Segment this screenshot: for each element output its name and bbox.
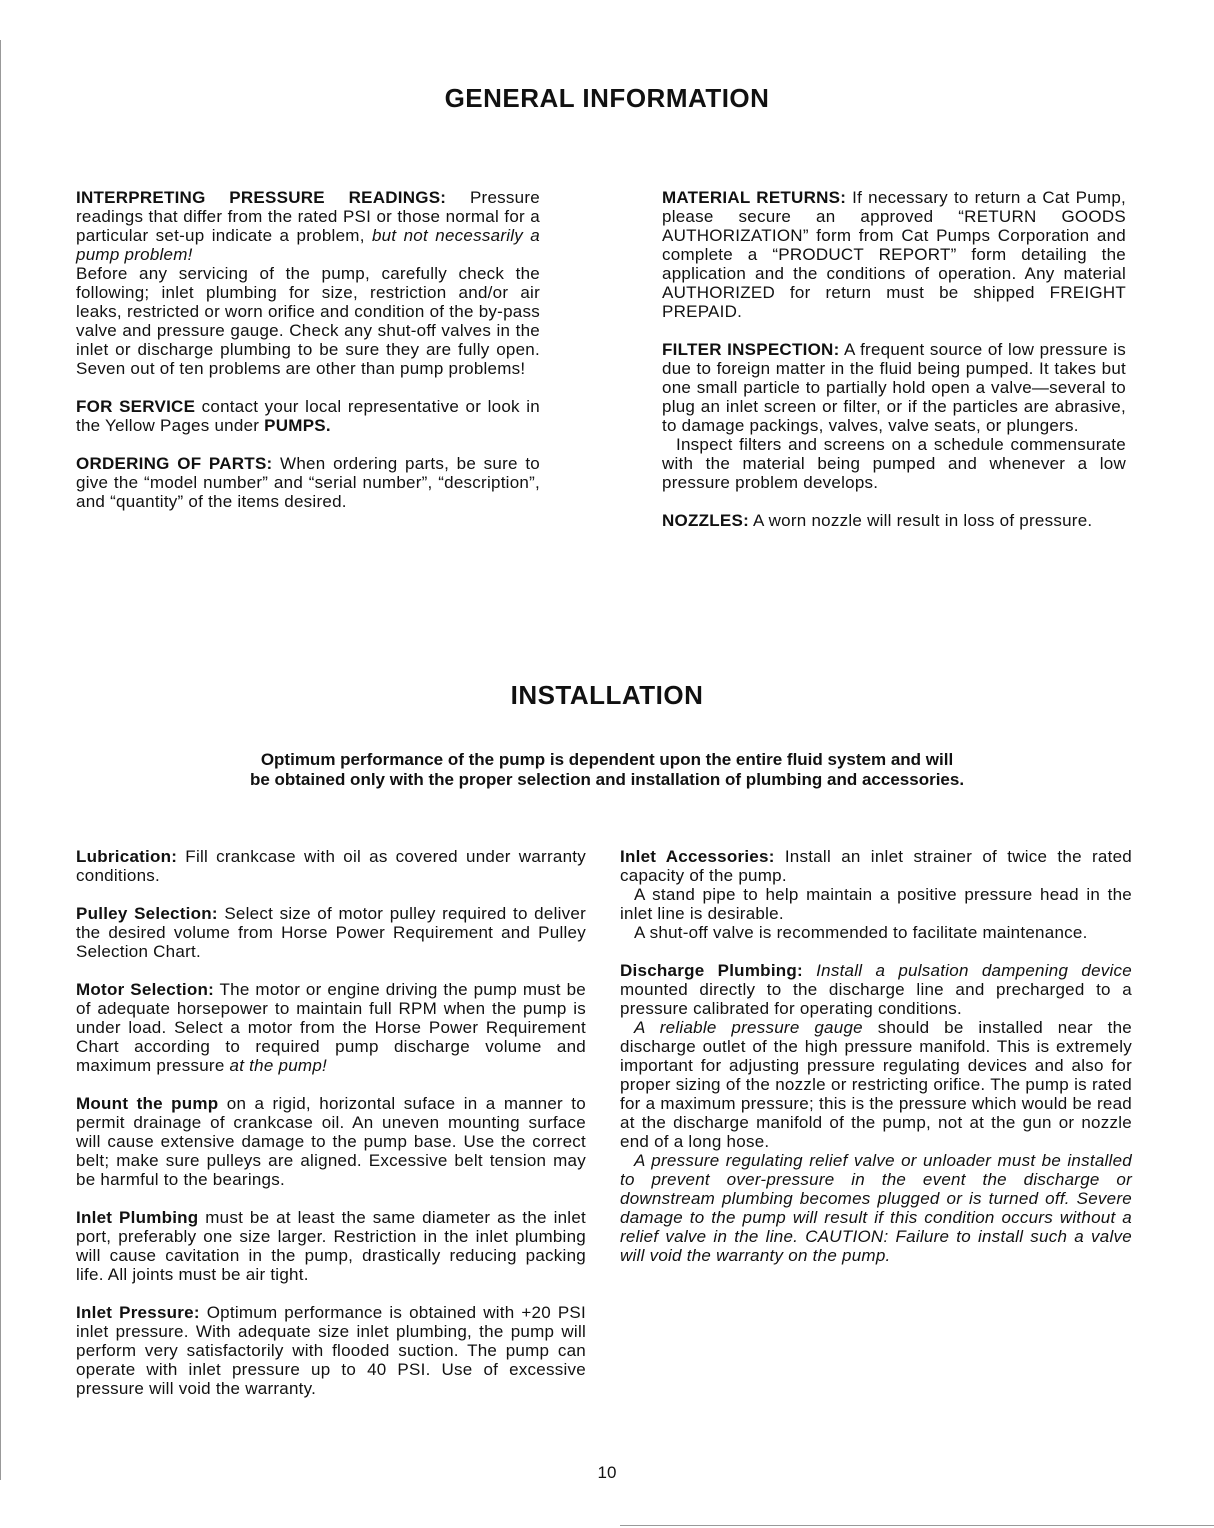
general-info-left-column — [76, 188, 540, 530]
inlet-plumbing-label: Inlet Plumbing — [76, 1208, 199, 1227]
inlet-pressure-text: Optimum performance is obtained with +20 PSI inlet pressure. With adequate size inlet plumbing, the pump will perform very satisfactorily with flooded suction. The pump can operate with inlet pressure up to 40 PSI. Use of excessive pressure will void the warranty. — [76, 1303, 586, 1398]
motor-selection-italic: at the pump! — [229, 1056, 328, 1075]
discharge-plumbing-paragraph — [620, 961, 1132, 1018]
mount-pump-text: on a rigid, horizontal suface in a manner to permit drainage of crankcase oil. An uneven mounting surface will cause extensive damage to the pump base. Use the correct belt; make sure pulleys are aligned. Excessive belt tension may be harmful to the bearings. — [76, 1094, 586, 1189]
discharge-plumbing-text: mounted directly to the discharge line and precharged to a pressure calibrated for operating conditions. — [620, 980, 1132, 1018]
pulley-selection-paragraph — [76, 904, 586, 961]
installation-intro-line-2: be obtained only with the proper selection and installation of plumbing and accessories. — [249, 770, 965, 789]
filter-inspection-text: A frequent source of low pressure is due to foreign matter in the fluid being pumped. It takes but one small particle to partially hold open a valve—several to plug an inlet screen or filter, or if the particles are abrasive, to damage packings, valves, valve seats, or plungers. — [662, 340, 1126, 435]
material-returns-paragraph — [662, 188, 1126, 321]
ordering-parts-text: When ordering parts, be sure to give the “model number” and “serial number”, “description”, and “quantity” of the items desired. — [76, 454, 541, 511]
for-service-text: contact your local representative or look in the Yellow Pages under — [76, 397, 540, 435]
filter-inspection-schedule-paragraph: Inspect filters and screens on a schedule commensurate with the material being pumped and whenever a low pressure problem develops. — [662, 435, 1126, 492]
ordering-parts-paragraph — [76, 454, 540, 511]
servicing-check-paragraph: Before any servicing of the pump, carefully check the following; inlet plumbing for size, restriction and/or air leaks, restricted or worn orifice and condition of the by-pass valve and pressure gauge. Check any shut-off valves in the inlet or discharge plumbing to be sure they are fully open. Seven out of ten problems are other than pump problems! — [76, 264, 540, 378]
filter-inspection-label: FILTER INSPECTION: — [662, 340, 840, 359]
relief-valve-caution-paragraph: A pressure regulating relief valve or unloader must be installed to prevent over-pressure in the event the discharge or downstream plumbing becomes plugged or is turned off. Severe damage to the pump will result if this condition occurs without a relief valve in the line. CAUTION: Failure to install such a valve will void the warranty on the pump. — [620, 1151, 1132, 1265]
inlet-accessories-label: Inlet Accessories: — [620, 847, 775, 866]
page-number: 10 — [597, 1463, 617, 1482]
installation-right-column — [620, 847, 1132, 1284]
material-returns-label: MATERIAL RETURNS: — [662, 188, 847, 207]
inlet-accessories-text: Install an inlet strainer of twice the rated capacity of the pump. — [620, 847, 1133, 885]
interpreting-pressure-paragraph — [76, 188, 540, 264]
pumps-label: PUMPS. — [264, 416, 331, 435]
filter-inspection-paragraph — [662, 340, 1126, 435]
nozzles-paragraph — [662, 511, 1126, 530]
material-returns-text: If necessary to return a Cat Pump, please secure an approved “RETURN GOODS AUTHORIZATION” form from Cat Pumps Corporation and complete a “PRODUCT REPORT” form detailing the application and the conditions of operation. Any material AUTHORIZED for return must be shipped FREIGHT PREPAID. — [662, 188, 1126, 321]
pulley-selection-label: Pulley Selection: — [76, 904, 218, 923]
general-info-right-column — [662, 188, 1126, 549]
motor-selection-text: The motor or engine driving the pump must be of adequate horsepower to maintain full RPM when the pump is under load. Select a motor from the Horse Power Requirement Chart according to required pump discharge volume and maximum pressure — [76, 980, 587, 1075]
discharge-plumbing-italic: Install a pulsation dampening device — [802, 961, 1133, 980]
mount-pump-label: Mount the pump — [76, 1094, 219, 1113]
interpreting-pressure-text: Pressure readings that differ from the rated PSI or those normal for a particular set-up indicate a problem, — [76, 188, 540, 245]
stand-pipe-paragraph: A stand pipe to help maintain a positive pressure head in the inlet line is desirable. — [620, 885, 1132, 923]
interpreting-pressure-italic: but not necessarily a pump problem! — [76, 226, 541, 264]
pressure-gauge-text: should be installed near the discharge outlet of the high pressure manifold. This is extremely important for adjusting pressure regulating devices and also for proper sizing of the nozzle or restricting orifice. The pump is rated for a maximum pressure; this is the pressure which would be read at the discharge manifold of the pump, not at the gun or nozzle end of a long hose. — [620, 1018, 1132, 1151]
page-edge-bottom — [620, 1525, 1214, 1526]
inlet-pressure-paragraph — [76, 1303, 586, 1398]
motor-selection-paragraph — [76, 980, 586, 1075]
nozzles-text: A worn nozzle will result in loss of pressure. — [749, 511, 1093, 530]
pulley-selection-text: Select size of motor pulley required to deliver the desired volume from Horse Power Requirement and Pulley Selection Chart. — [76, 904, 586, 961]
mount-pump-paragraph — [76, 1094, 586, 1189]
discharge-plumbing-label: Discharge Plumbing: — [620, 961, 803, 980]
inlet-pressure-label: Inlet Pressure: — [76, 1303, 200, 1322]
for-service-paragraph — [76, 397, 540, 435]
nozzles-label: NOZZLES: — [662, 511, 749, 530]
ordering-parts-label: ORDERING OF PARTS: — [76, 454, 273, 473]
installation-intro-line-1: Optimum performance of the pump is dependent upon the entire fluid system and will — [260, 750, 954, 769]
lubrication-label: Lubrication: — [76, 847, 178, 866]
installation-heading: INSTALLATION — [510, 680, 704, 710]
for-service-label: FOR SERVICE — [76, 397, 196, 416]
inlet-plumbing-paragraph — [76, 1208, 586, 1284]
interpreting-pressure-label: INTERPRETING PRESSURE READINGS: — [76, 188, 447, 207]
installation-intro — [0, 750, 1214, 790]
motor-selection-label: Motor Selection: — [76, 980, 215, 999]
pressure-gauge-paragraph — [620, 1018, 1132, 1151]
installation-left-column — [76, 847, 586, 1417]
inlet-accessories-paragraph — [620, 847, 1132, 885]
inlet-plumbing-text: must be at least the same diameter as the inlet port, preferably one size larger. Restriction in the inlet plumbing will cause cavitation in the pump, drastically reducing packing life. All joints must be air tight. — [76, 1208, 587, 1284]
lubrication-paragraph — [76, 847, 586, 885]
lubrication-text: Fill crankcase with oil as covered under warranty conditions. — [76, 847, 586, 885]
pressure-gauge-italic: A reliable pressure gauge — [634, 1018, 863, 1037]
shut-off-valve-paragraph: A shut-off valve is recommended to facilitate maintenance. — [634, 923, 1088, 942]
general-information-heading: GENERAL INFORMATION — [444, 83, 770, 113]
